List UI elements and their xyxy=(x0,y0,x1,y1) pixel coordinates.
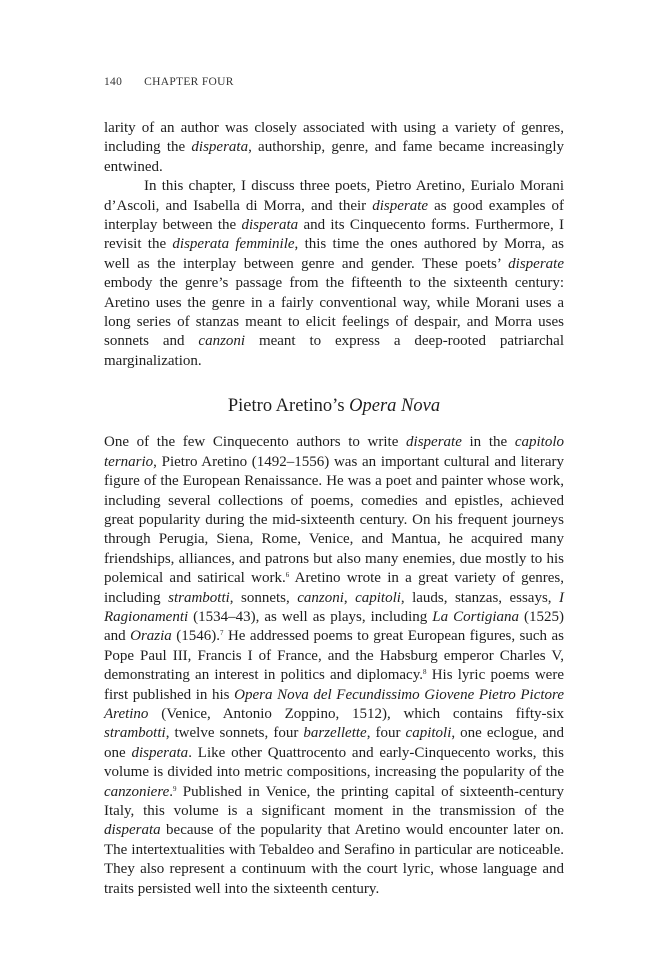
text-run: He addressed poems to great European figures, such as Pope Paul III, Francis I of France, and the Habsburg emperor Charles V, demonstrating an interest in politics and diplomacy. xyxy=(104,628,564,684)
italic-run: strambotti xyxy=(104,725,166,742)
chapter-title: CHAPTER FOUR xyxy=(144,76,234,88)
text-run: , sonnets, xyxy=(229,589,298,606)
italic-run: disperata xyxy=(191,139,249,156)
text-run: . Like other Quattrocento and early-Cinquecento works, this volume is divided into metric compositions, increasing the popularity of the xyxy=(104,744,564,781)
text-run: , Pietro Aretino (1492–1556) was an important cultural and literary figure of the European Renaissance. He was a poet and painter whose work, including several collections of poems, comedies and epistles, achieved great popularity during the mid-sixteenth century. On his frequent journeys through Perugia, Siena, Rome, Venice, and Mantua, he acquired many friendships, alliances, and patrons but also many enemies, due mostly to his polemical and satirical work. xyxy=(104,453,564,587)
text-run: His lyric poems were first published in his xyxy=(104,667,564,703)
italic-run: I Ragionamenti xyxy=(104,589,565,625)
italic-run: disperata femminile xyxy=(172,236,295,253)
italic-run: capitoli xyxy=(405,725,452,742)
text-run: and its Cinquecento forms. Furthermore, I revisit the xyxy=(104,217,564,253)
paragraph-1 xyxy=(104,119,564,177)
paragraph-2 xyxy=(104,177,564,371)
italic-run: disperata xyxy=(241,217,299,234)
text-run: , xyxy=(343,589,356,606)
text-run: (1525) and xyxy=(104,608,564,645)
italic-run: canzoni xyxy=(297,589,344,606)
italic-run: barzellette xyxy=(303,725,367,742)
text-run: (1546). xyxy=(171,628,221,645)
italic-run: capitoli xyxy=(355,589,401,606)
italic-run: disperata xyxy=(131,744,189,761)
text-run: Aretino wrote in a great variety of genres, including xyxy=(104,570,564,606)
paragraph-3 xyxy=(104,433,564,899)
italic-run: strambotti xyxy=(168,589,230,606)
text-run: In this chapter, I discuss three poets, Pietro Aretino, Eurialo Morani d’Ascoli, and Isabella di Morra, and their xyxy=(104,178,564,214)
footnote-ref: 6 xyxy=(285,571,290,580)
text-run: , this time the ones authored by Morra, as well as the interplay between genre and gender. These poets’ xyxy=(104,236,564,272)
text-run: as good examples of interplay between the xyxy=(104,197,564,234)
text-run: in the xyxy=(461,434,515,451)
body-text xyxy=(104,119,564,899)
text-run: (Venice, Antonio Zoppino, 1512), which contains fifty-six xyxy=(148,705,564,722)
text-run: . xyxy=(169,783,174,800)
text-run: , twelve sonnets, four xyxy=(165,725,304,742)
italic-run: La Cortigiana xyxy=(432,608,519,625)
text-run: meant to express a deep-rooted patriarchal marginalization. xyxy=(104,333,564,369)
page-number: 140 xyxy=(104,76,123,88)
text-run: , one eclogue, and one xyxy=(104,725,564,761)
text-run: (1534–43), as well as plays, including xyxy=(188,608,433,625)
italic-run: disperate xyxy=(372,197,429,214)
text-run: Published in Venice, the printing capital of sixteenth-century Italy, this volume is a significant moment in the transmission of the xyxy=(104,783,564,819)
italic-run: canzoniere xyxy=(104,783,170,800)
italic-run: Orazia xyxy=(130,628,172,645)
text-run: larity of an author was closely associated with using a variety of genres, including the xyxy=(104,120,564,156)
text-run: , authorship, genre, and fame became increasingly entwined. xyxy=(104,139,564,175)
text-run: One of the few Cinquecento authors to write xyxy=(104,434,407,451)
text-run: because of the popularity that Aretino would encounter later on. The intertextualities with Tebaldeo and Serafino in particular are noticeable. They also represent a continuum with the court lyric, whose language and traits persisted well into the sixteenth century. xyxy=(104,822,564,897)
italic-run: Opera Nova del Fecundissimo Giovene Pietro Pictore Aretino xyxy=(104,686,564,722)
text-run: embody the genre’s passage from the fifteenth to the sixteenth century: Aretino uses the genre in a fairly conventional way, while Morani uses a long series of stanzas meant to elicit feelings of despair, and Morra uses sonnets and xyxy=(104,275,564,350)
section-heading-italic: Opera Nova xyxy=(349,396,441,417)
italic-run: capitolo ternario xyxy=(104,434,564,470)
italic-run: disperate xyxy=(508,255,564,272)
section-heading xyxy=(104,395,564,417)
text-run: , lauds, stanzas, essays, xyxy=(400,589,560,606)
italic-run: disperata xyxy=(104,822,161,839)
footnote-ref: 8 xyxy=(423,668,427,677)
text-run: , four xyxy=(366,725,406,742)
footnote-ref: 7 xyxy=(220,629,224,638)
footnote-ref: 9 xyxy=(173,784,177,793)
running-head xyxy=(104,76,234,88)
italic-run: canzoni xyxy=(198,333,246,350)
section-heading-text: Pietro Aretino’s xyxy=(227,396,350,417)
italic-run: disperate xyxy=(406,434,462,451)
